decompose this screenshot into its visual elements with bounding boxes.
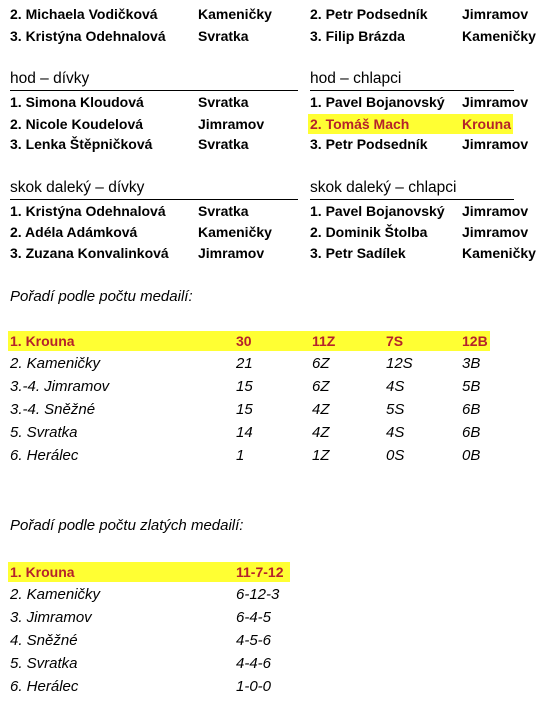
result-club-highlight: Krouna [462,116,511,132]
team-name: 3.-4. Sněžné [10,401,96,418]
team-name: 2. Kameničky [10,586,101,603]
gold-count: 11Z [312,333,336,349]
medals-heading: Pořadí podle počtu medailí: [10,288,193,305]
result-name: 1. Simona Kloudová [10,94,144,110]
result-club: Kameničky [198,6,272,22]
gold-score: 4-5-6 [236,632,272,649]
medal-total: 1 [236,447,245,464]
gold-count: 6Z [312,378,330,395]
result-club: Svratka [198,203,249,219]
gold-count: 6Z [312,355,330,372]
gold-score: 11-7-12 [236,564,284,580]
team-name: 6. Herálec [10,447,79,464]
section-title-boys: hod – chlapci [310,70,402,87]
silver-count: 12S [386,355,413,372]
medal-total: 15 [236,401,253,418]
team-name: 3.-4. Jimramov [10,378,110,395]
result-name: 3. Petr Podsedník [310,136,428,152]
section-title-girls: skok daleký – dívky [10,179,145,196]
result-club: Svratka [198,94,249,110]
team-name-highlight: 1. Krouna [10,564,75,580]
result-name: 1. Kristýna Odehnalová [10,203,166,219]
result-name: 3. Kristýna Odehnalová [10,28,166,44]
result-name: 1. Pavel Bojanovský [310,203,445,219]
gold-count: 4Z [312,424,330,441]
result-name: 1. Pavel Bojanovský [310,94,445,110]
silver-count: 4S [386,424,405,441]
section-title-boys: skok daleký – chlapci [310,179,457,196]
medal-total: 14 [236,424,253,441]
result-club: Svratka [198,28,249,44]
result-club: Jimramov [198,116,265,132]
result-name: 2. Michaela Vodičková [10,6,158,22]
bronze-count: 5B [462,378,481,395]
section-underline [310,90,514,91]
result-club: Svratka [198,136,249,152]
bronze-count: 12B [462,333,488,349]
gold-heading: Pořadí podle počtu zlatých medailí: [10,517,244,534]
result-name: 2. Adéla Adámková [10,224,138,240]
bronze-count: 6B [462,401,481,418]
gold-score: 6-12-3 [236,586,280,603]
section-underline [10,90,298,91]
result-name: 3. Petr Sadílek [310,245,406,261]
silver-count: 5S [386,401,405,418]
medal-total: 21 [236,355,253,372]
section-underline [10,199,298,200]
team-name: 5. Svratka [10,655,78,672]
section-title-girls: hod – dívky [10,70,90,87]
result-name: 2. Dominik Štolba [310,224,428,240]
gold-score: 6-4-5 [236,609,272,626]
result-club: Jimramov [462,203,529,219]
result-name: 3. Filip Brázda [310,28,405,44]
result-name: 3. Zuzana Konvalinková [10,245,169,261]
silver-count: 0S [386,447,405,464]
medal-total: 30 [236,333,252,349]
result-club: Jimramov [198,245,265,261]
result-club: Kameničky [198,224,272,240]
bronze-count: 0B [462,447,481,464]
result-club: Jimramov [462,224,529,240]
result-club: Kameničky [462,28,536,44]
bronze-count: 3B [462,355,481,372]
section-underline [310,199,514,200]
team-name: 2. Kameničky [10,355,101,372]
bronze-count: 6B [462,424,481,441]
gold-count: 1Z [312,447,330,464]
result-name: 3. Lenka Štěpničková [10,136,153,152]
gold-score: 1-0-0 [236,678,272,695]
result-name-highlight: 2. Tomáš Mach [310,116,410,132]
gold-count: 4Z [312,401,330,418]
result-club: Jimramov [462,94,529,110]
result-name: 2. Petr Podsedník [310,6,428,22]
team-name: 4. Sněžné [10,632,78,649]
result-club: Jimramov [462,136,529,152]
team-name: 3. Jimramov [10,609,92,626]
medal-total: 15 [236,378,253,395]
result-club: Kameničky [462,245,536,261]
result-name: 2. Nicole Koudelová [10,116,144,132]
result-club: Jimramov [462,6,529,22]
team-name: 5. Svratka [10,424,78,441]
silver-count: 4S [386,378,405,395]
silver-count: 7S [386,333,404,349]
team-name: 6. Herálec [10,678,79,695]
gold-score: 4-4-6 [236,655,272,672]
team-name-highlight: 1. Krouna [10,333,75,349]
